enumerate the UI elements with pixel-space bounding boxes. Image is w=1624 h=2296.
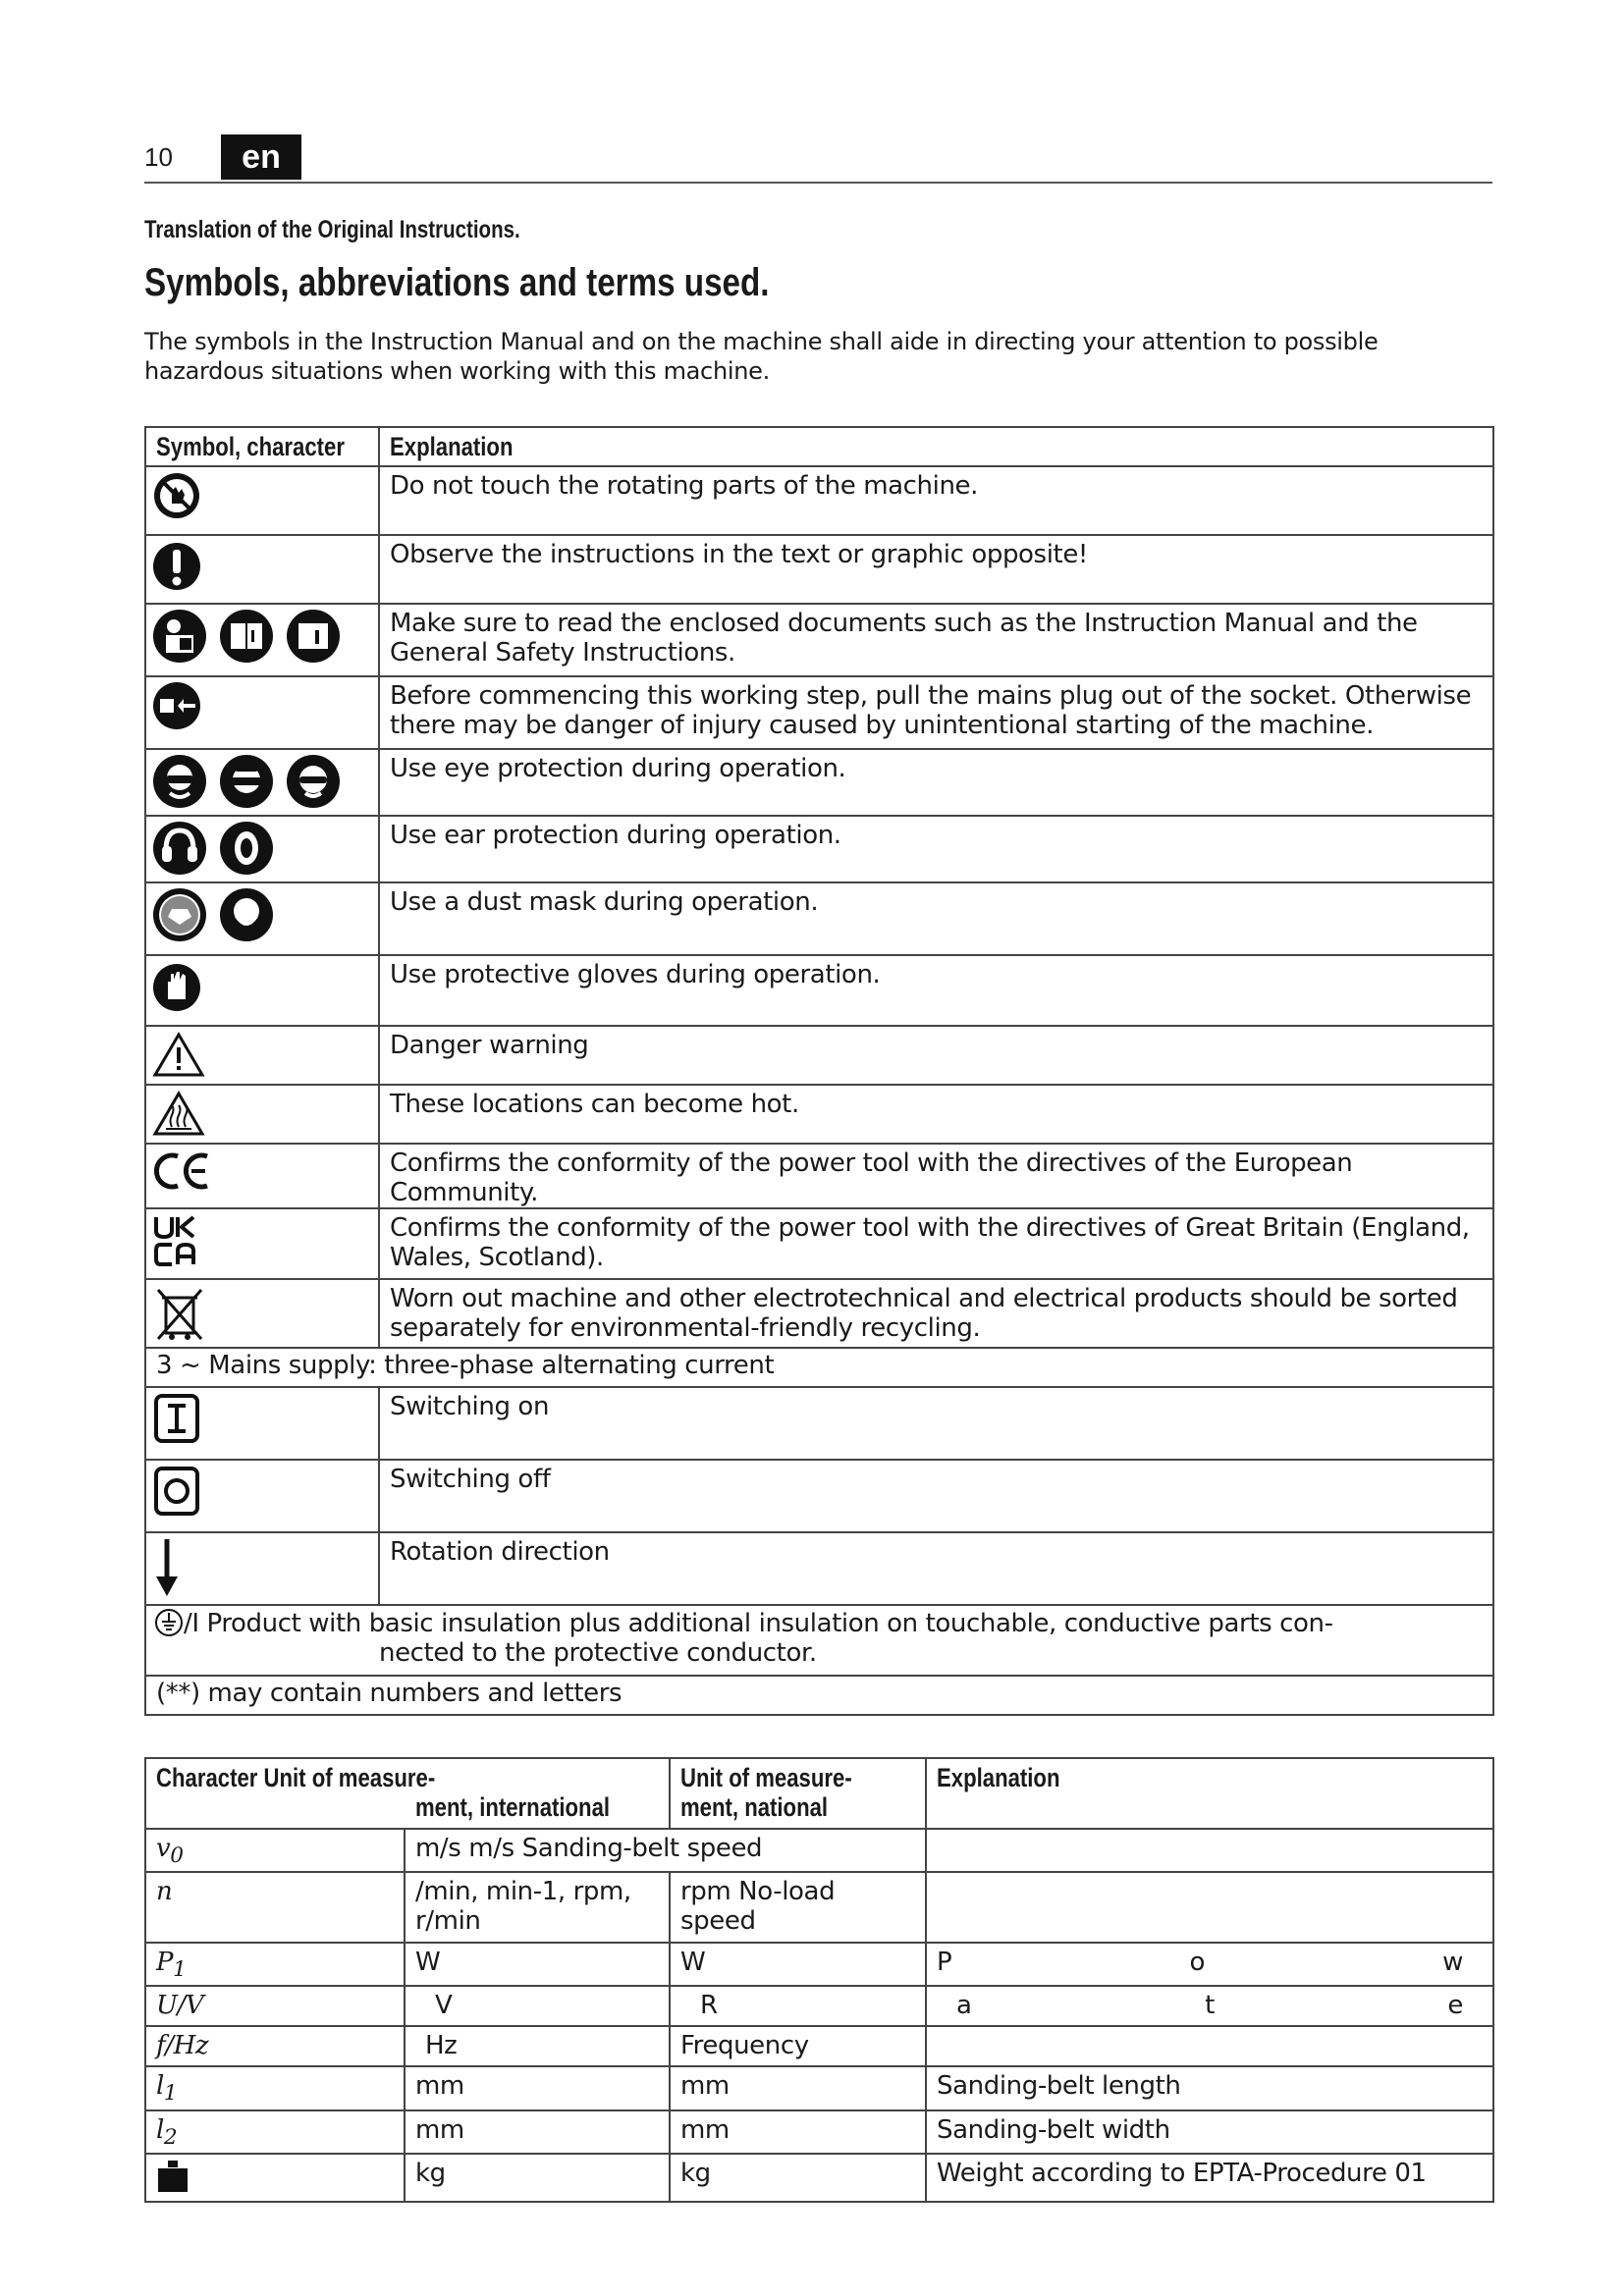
spaced-letter: t <box>1205 1991 1215 2021</box>
spaced-letter: e <box>1447 1991 1463 2021</box>
row-text: Use a dust mask during operation. <box>379 882 1493 955</box>
header-national: Unit of measure- ment, national <box>670 1758 926 1829</box>
row-text: Switching on <box>379 1387 1493 1460</box>
table-row <box>145 676 1493 749</box>
dust-mask-icons <box>145 882 379 955</box>
table-row <box>145 604 1493 676</box>
table-row <box>145 1085 1493 1144</box>
protective-earth-icon <box>154 1608 184 1637</box>
table-row <box>145 1872 1493 1943</box>
cell-explanation <box>926 1872 1493 1943</box>
table-row <box>145 2026 1493 2066</box>
character-fhz: f/Hz <box>145 2026 405 2066</box>
spaced-letter: o <box>1189 1948 1205 1978</box>
row-text: Use protective gloves during operation. <box>379 955 1493 1026</box>
table-row <box>145 1829 1493 1872</box>
spaced-letter: a <box>956 1991 972 2021</box>
table-row <box>145 955 1493 1026</box>
row-text: Danger warning <box>379 1026 1493 1085</box>
spaced-letter: P <box>937 1948 952 1978</box>
row-text: Observe the instructions in the text or graphic opposite! <box>379 535 1493 604</box>
cell-national: rpm No-load speed <box>670 1872 926 1943</box>
spaced-letter: w <box>1442 1948 1463 1978</box>
table-row <box>145 466 1493 535</box>
symbols-table <box>144 426 1494 1716</box>
character-n: n <box>145 1872 405 1943</box>
class1-cell <box>145 1605 1493 1676</box>
gloves-icon <box>145 955 379 1026</box>
switch-off-icon <box>145 1460 379 1532</box>
row-text: Worn out machine and other electrotechnical and electrical products should be sorted separately for environmental-friendly recycling. <box>379 1279 1493 1348</box>
header-explanation: Explanation <box>926 1758 1493 1829</box>
row-text: Confirms the conformity of the power tool with the directives of Great Britain (England, Wales, Scotland). <box>379 1208 1493 1279</box>
table-row <box>145 882 1493 955</box>
subtitle: Translation of the Original Instructions. <box>144 216 520 243</box>
switch-on-icon <box>145 1387 379 1460</box>
table-header-row <box>145 427 1493 466</box>
mains-supply-row <box>145 1348 1493 1387</box>
cell-national: R <box>670 1986 926 2026</box>
cell-national: mm <box>670 2110 926 2154</box>
row-text: Use eye protection during operation. <box>379 749 1493 816</box>
table-row <box>145 2110 1493 2154</box>
cell-national: Frequency <box>670 2026 926 2066</box>
language-tab: en <box>221 134 301 180</box>
character-uv: U/V <box>145 1986 405 2026</box>
page-title: Symbols, abbreviations and terms used. <box>144 261 770 304</box>
cell-intl: kg <box>405 2154 670 2202</box>
cell-explanation: Sanding-belt width <box>926 2110 1493 2154</box>
row-text: Switching off <box>379 1460 1493 1532</box>
cell-national: mm <box>670 2066 926 2109</box>
table-row <box>145 1387 1493 1460</box>
cell-explanation <box>926 1829 1493 1872</box>
intro-paragraph: The symbols in the Instruction Manual and on the machine shall aide in directing your attention to possible hazardous situations when working with this machine. <box>144 328 1379 385</box>
table-row <box>145 535 1493 604</box>
table-row <box>145 1208 1493 1279</box>
cell-intl: /min, min-1, rpm, r/min <box>405 1872 670 1943</box>
table-row <box>145 1986 1493 2026</box>
table-header-row <box>145 1758 1493 1829</box>
table-row <box>145 1144 1493 1208</box>
table-row <box>145 2154 1493 2202</box>
row-text: Use ear protection during operation. <box>379 816 1493 882</box>
cell-intl: mm <box>405 2066 670 2109</box>
class1-row <box>145 1605 1493 1676</box>
no-touch-rotating-icon <box>145 466 379 535</box>
row-text: Make sure to read the enclosed documents such as the Instruction Manual and the General Safety Instructions. <box>379 604 1493 676</box>
cell-national: W <box>670 1943 926 1986</box>
cell-intl: mm <box>405 2110 670 2154</box>
mains-supply-text: 3 ~ Mains supply: three-phase alternating current <box>145 1348 1493 1387</box>
class1-text-line2: nected to the protective conductor. <box>379 1638 817 1668</box>
header-character-intl: Character Unit of measure- ment, international <box>145 1758 670 1829</box>
cell-intl: V <box>405 1986 670 2026</box>
table-row <box>145 1279 1493 1348</box>
ukca-mark-icon <box>145 1208 379 1279</box>
class1-text: /I Product with basic insulation plus additional insulation on touchable, conductive parts con- <box>184 1609 1333 1638</box>
table-row <box>145 816 1493 882</box>
cell-explanation: Sanding-belt length <box>926 2066 1493 2109</box>
table-row <box>145 749 1493 816</box>
footnote-text: (**) may contain numbers and letters <box>145 1676 1493 1715</box>
read-manual-icons <box>145 604 379 676</box>
exclamation-icon <box>145 535 379 604</box>
cell-intl: W <box>405 1943 670 1986</box>
character-p1: $P_1$ <box>145 1943 405 1986</box>
table-row <box>145 1460 1493 1532</box>
weee-bin-icon <box>145 1279 379 1348</box>
row-text: Before commencing this working step, pull the mains plug out of the socket. Otherwise there may be danger of injury caused by unintentional starting of the machine. <box>379 676 1493 749</box>
row-text: These locations can become hot. <box>379 1085 1493 1144</box>
unplug-icon <box>145 676 379 749</box>
cell-explanation <box>926 1986 1493 2026</box>
table-row <box>145 1532 1493 1605</box>
ce-mark-icon <box>145 1144 379 1208</box>
character-l2: $l_2$ <box>145 2110 405 2154</box>
rotation-arrow-icon <box>145 1532 379 1605</box>
character-l1: $l_1$ <box>145 2066 405 2109</box>
eye-protection-icons <box>145 749 379 816</box>
footnote-row <box>145 1676 1493 1715</box>
ear-protection-icons <box>145 816 379 882</box>
table-row <box>145 1943 1493 1986</box>
table-row <box>145 1026 1493 1085</box>
row-text: Do not touch the rotating parts of the machine. <box>379 466 1493 535</box>
cell-national: kg <box>670 2154 926 2202</box>
page-number: 10 <box>144 142 173 172</box>
cell-explanation: Weight according to EPTA-Procedure 01 <box>926 2154 1493 2202</box>
cell-intl: Hz <box>405 2026 670 2066</box>
header-explanation: Explanation <box>379 427 1493 466</box>
page-header <box>144 134 1492 184</box>
cell-intl: m/s m/s Sanding-belt speed <box>405 1829 926 1872</box>
hot-surface-icon <box>145 1085 379 1144</box>
units-table <box>144 1757 1494 2203</box>
row-text: Confirms the conformity of the power tool with the directives of the European Community. <box>379 1144 1493 1208</box>
row-text: Rotation direction <box>379 1532 1493 1605</box>
character-v0: $v_0$ <box>145 1829 405 1872</box>
cell-explanation <box>926 1943 1493 1986</box>
warning-triangle-icon <box>145 1026 379 1085</box>
cell-explanation <box>926 2026 1493 2066</box>
header-symbol: Symbol, character <box>145 427 379 466</box>
weight-icon <box>145 2154 405 2202</box>
table-row <box>145 2066 1493 2109</box>
